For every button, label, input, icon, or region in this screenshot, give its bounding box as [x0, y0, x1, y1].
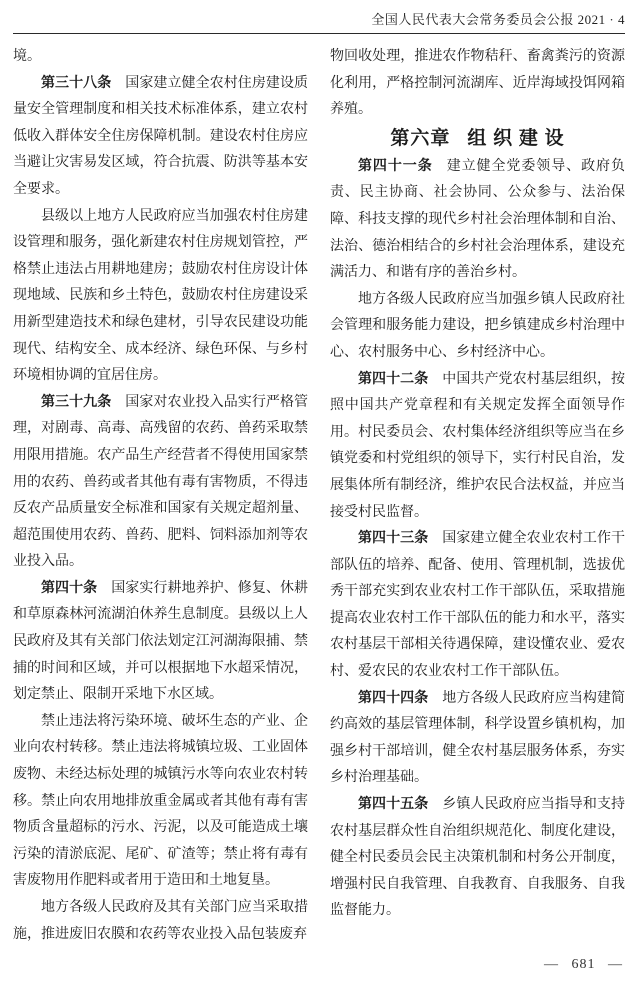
- article-number: 第四十一条: [358, 158, 433, 174]
- article-number: 第四十条: [41, 580, 98, 596]
- paragraph-text: 中国共产党农村基层组织，按照中国共产党章程和有关规定发挥全面领导作用。村民委员会、农村集体经济组织等应当在乡镇党委和村党组织的领导下，实行村民自治，发展集体所有制经济，维护农民合法权益，并应当接受村民监督。: [330, 371, 626, 520]
- paragraph-text: 地方各级人民政府及其有关部门应当采取措施，推进废旧农膜和农药等农业投入品包装废弃: [13, 900, 308, 942]
- article-number: 第四十五条: [358, 797, 429, 813]
- paragraph: [330, 526, 625, 686]
- chapter-heading: [330, 124, 625, 154]
- paragraph: [330, 154, 625, 287]
- paragraph-text: 国家建立健全农村住房建设质量安全管理制度和相关技术标准体系，建立农村低收入群体安全住房保障机制。建设农村住房应当避让灾害易发区域，符合抗震、防洪等基本安全要求。: [13, 75, 309, 197]
- chapter-title: 组 织 建 设: [467, 127, 565, 149]
- paragraph-text: 物回收处理，推进农作物秸秆、畜禽粪污的资源化利用，严格控制河流湖库、近岸海域投饵网箱养殖。: [330, 49, 625, 118]
- article-number: 第四十二条: [358, 371, 429, 387]
- paragraph: [330, 792, 625, 925]
- paragraph: [330, 287, 625, 367]
- body-columns: [13, 44, 625, 948]
- chapter-label: 第六章: [390, 127, 451, 149]
- article-number: 第三十八条: [41, 75, 112, 91]
- paragraph: [13, 895, 308, 948]
- paragraph-text: 建立健全党委领导、政府负责、民主协商、社会协同、公众参与、法治保障、科技支撑的现代乡村社会治理体制和自治、法治、德治相结合的乡村社会治理体系，建设充满活力、和谐有序的善治乡村。: [330, 158, 625, 281]
- paragraph: [13, 390, 308, 576]
- header-rule: [13, 33, 625, 34]
- article-number: 第四十三条: [358, 531, 429, 547]
- paragraph-text: 县级以上地方人民政府应当加强农村住房建设管理和服务，强化新建农村住房规划管控，严格禁止违法占用耕地建房；鼓励农村住房设计体现地域、民族和乡土特色，鼓励农村住房建设采用新型建造技术和绿色建材，引导农民建设功能现代、结构安全、成本经济、绿色环保、与乡村环境相协调的宜居住房。: [13, 208, 308, 384]
- text-column-left: [13, 44, 308, 948]
- paragraph-text: 禁止违法将污染环境、破坏生态的产业、企业向农村转移。禁止违法将城镇垃圾、工业固体废物、未经达标处理的城镇污水等向农业农村转移。禁止向农用地排放重金属或者其他有毒有害物质含量超标的污水、污泥，以及可能造成土壤污染的清淤底泥、尾矿、矿渣等；禁止将有毒有害废物用作肥料或者用于造田和土地复垦。: [13, 713, 308, 889]
- paragraph-text: 国家建立健全农业农村工作干部队伍的培养、配备、使用、管理机制，选拔优秀干部充实到农业农村工作干部队伍，采取措施提高农业农村工作干部队伍的能力和水平，落实农村基层干部相关待遇保障，建设懂农业、爱农村、爱农民的农业农村工作干部队伍。: [330, 531, 626, 680]
- paragraph: [330, 367, 625, 527]
- article-number: 第四十四条: [358, 690, 429, 706]
- paragraph: [13, 71, 308, 204]
- paragraph: [13, 576, 308, 709]
- page-header-title: 全国人民代表大会常务委员会公报 2021 · 4: [371, 12, 625, 27]
- paragraph: [330, 686, 625, 792]
- paragraph-text: 国家实行耕地养护、修复、休耕和草原森林河流湖泊休养生息制度。县级以上人民政府及其有关部门依法划定江河湖海限捕、禁捕的时间和区域，并可以根据地下水超采情况，划定禁止、限制开采地下水区域。: [13, 580, 309, 703]
- paragraph-text: 地方各级人民政府应当构建简约高效的基层管理体制，科学设置乡镇机构，加强乡村干部培训，健全农村基层服务体系，夯实乡村治理基础。: [330, 690, 626, 786]
- paragraph: [13, 204, 308, 390]
- paragraph: [13, 44, 308, 71]
- paragraph-text: 境。: [13, 49, 41, 64]
- paragraph: [330, 44, 625, 124]
- text-column-right: [330, 44, 625, 948]
- paragraph-text: 乡镇人民政府应当指导和支持农村基层群众性自治组织规范化、制度化建设，健全村民委员会民主决策机制和村务公开制度，增强村民自我管理、自我教育、自我服务、自我监督能力。: [330, 797, 626, 919]
- article-number: 第三十九条: [41, 394, 112, 410]
- paragraph: [13, 709, 308, 895]
- paragraph-text: 地方各级人民政府应当加强乡镇人民政府社会管理和服务能力建设，把乡镇建成乡村治理中心、农村服务中心、乡村经济中心。: [330, 291, 625, 360]
- paragraph-text: 国家对农业投入品实行严格管理，对剧毒、高毒、高残留的农药、兽药采取禁用限用措施。农产品生产经营者不得使用国家禁用的农药、兽药或者其他有毒有害物质，不得违反农产品质量安全标准和国家有关规定超剂量、超范围使用农药、兽药、肥料、饲料添加剂等农业投入品。: [13, 394, 309, 570]
- page-number-footer: — 681 —: [544, 957, 623, 972]
